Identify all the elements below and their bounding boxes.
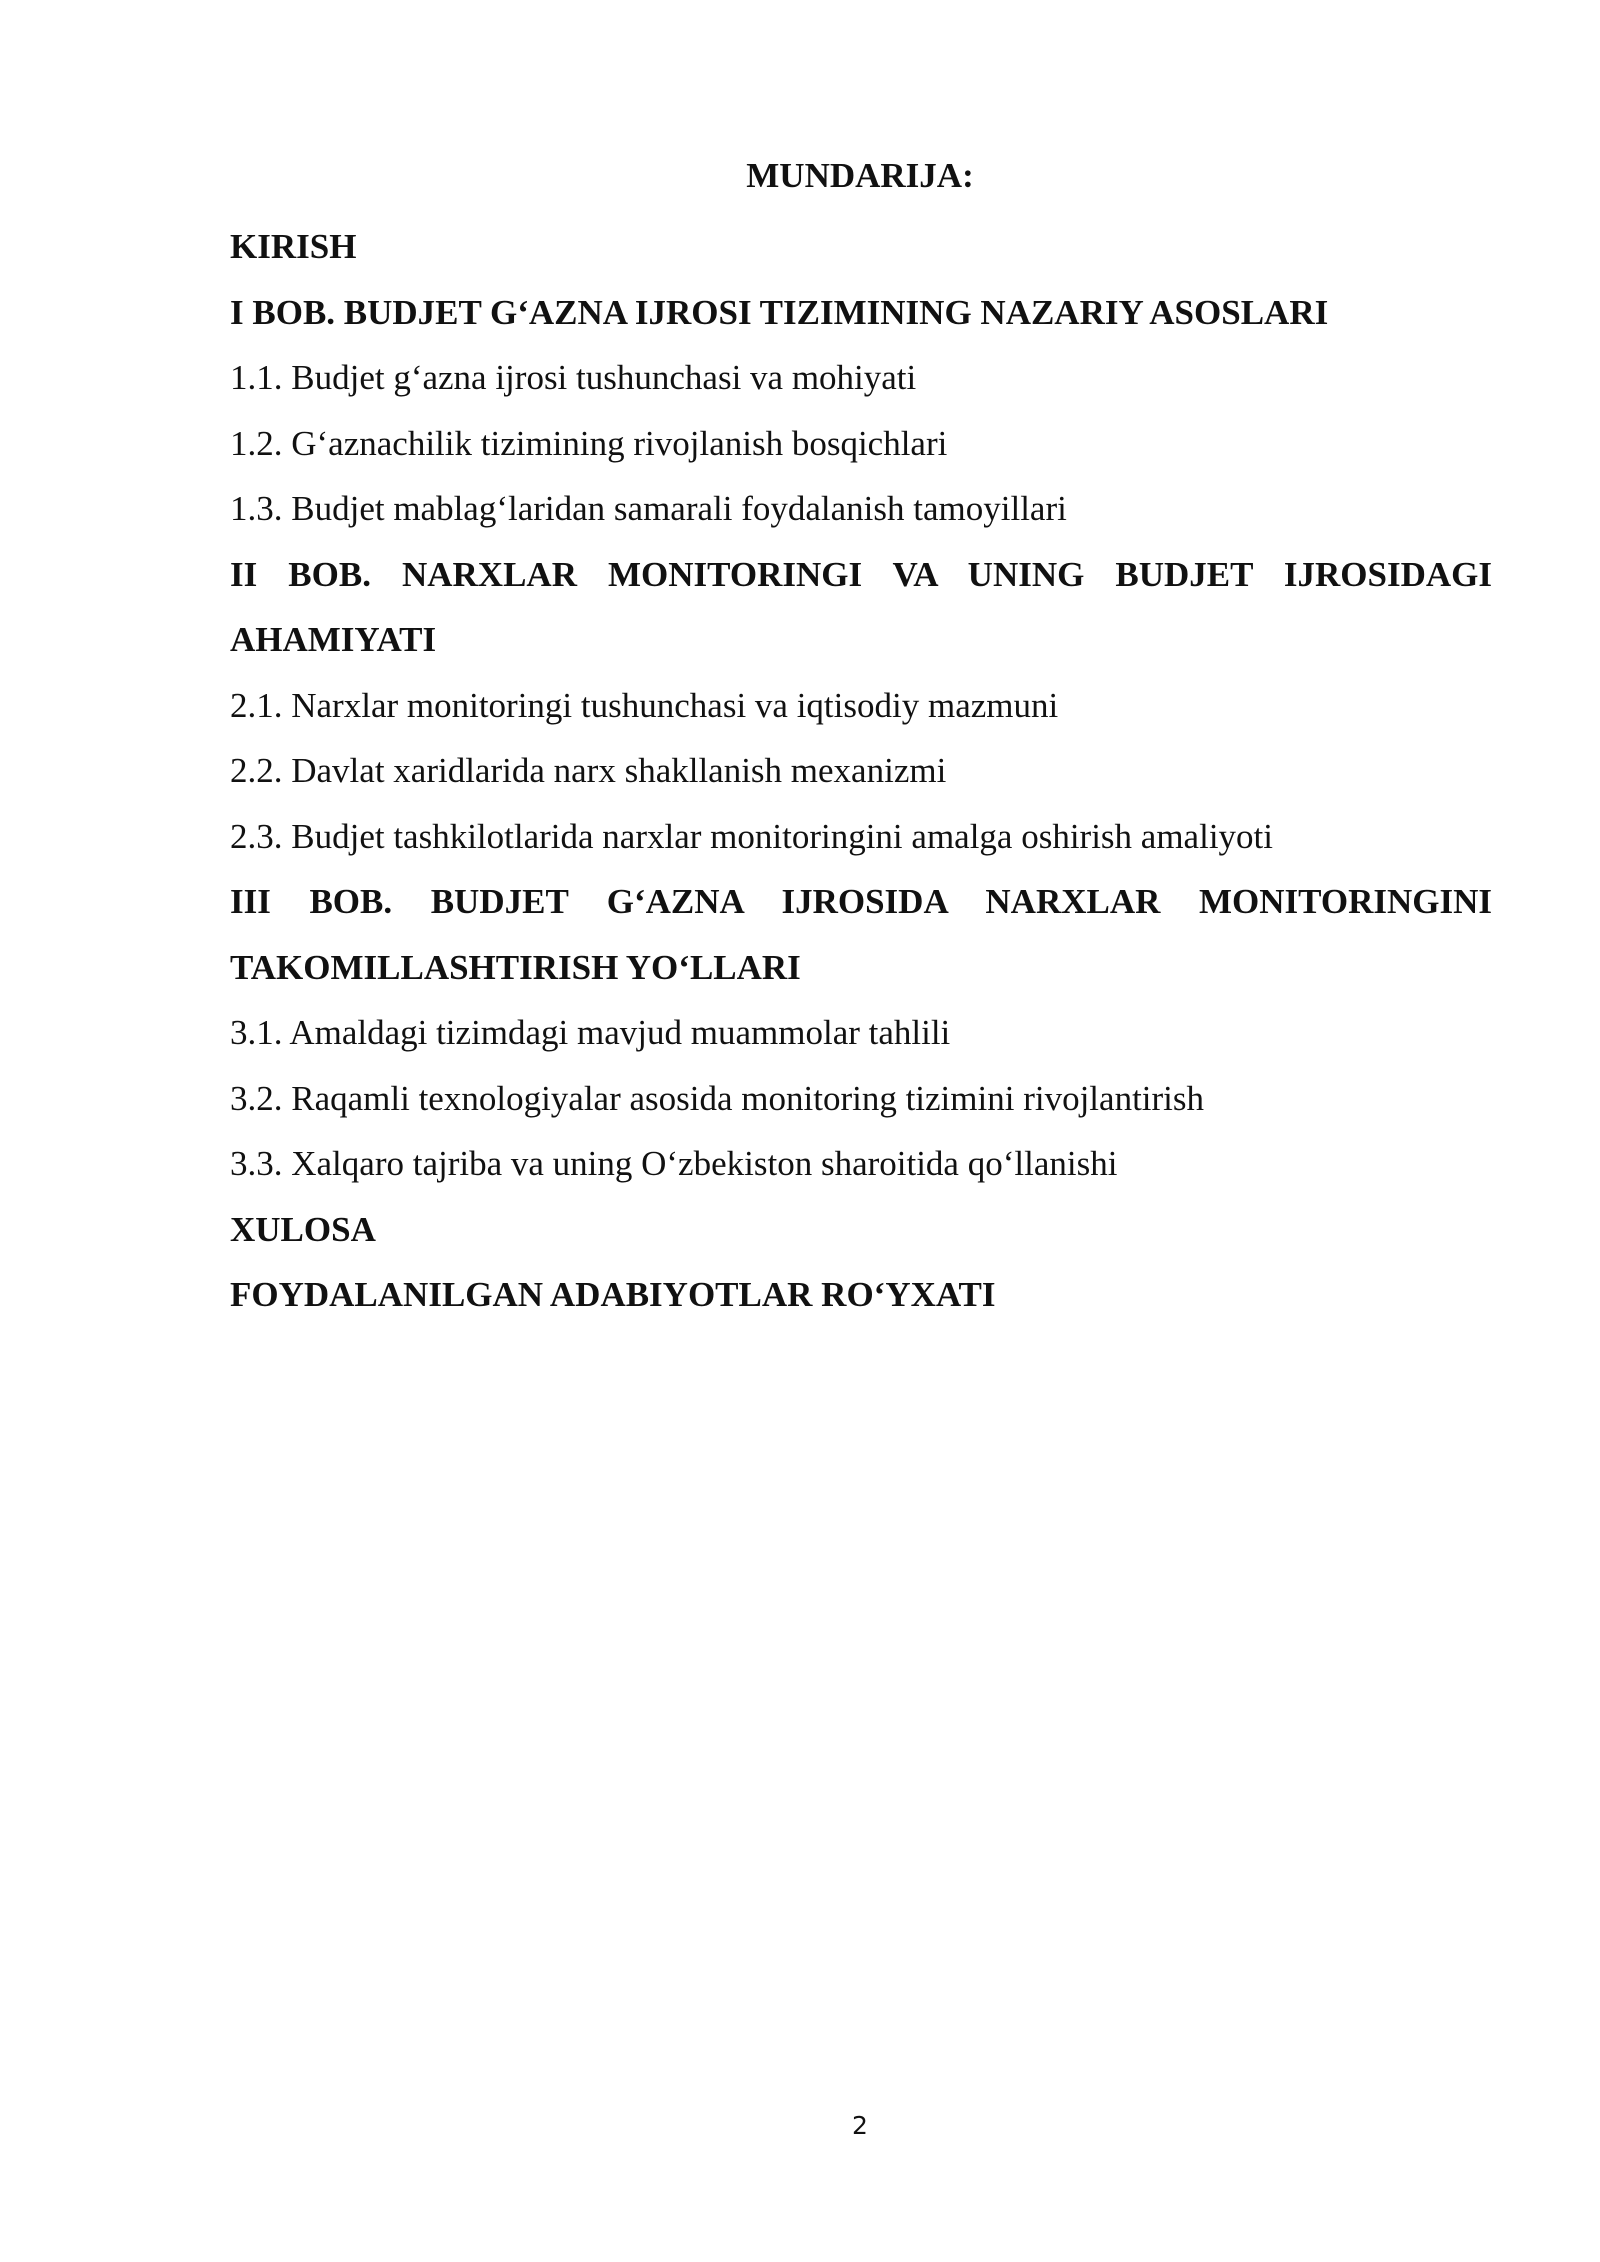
toc-item-chapter-3-line-2: TAKOMILLASHTIRISH YO‘LLARI: [230, 947, 801, 987]
toc-item-section-2-2: 2.2. Davlat xaridlarida narx shakllanish mexanizmi: [230, 751, 947, 790]
toc-item-chapter-2-line-1: II BOB. NARXLAR MONITORINGI VA UNING BUDJET IJROSIDAGI: [230, 554, 1492, 594]
toc-item-chapter-3-line-1: III BOB. BUDJET G‘AZNA IJROSIDA NARXLAR MONITORINGINI: [230, 882, 1492, 921]
toc-item-section-1-2: 1.2. G‘aznachilik tizimining rivojlanish bosqichlari: [230, 423, 948, 463]
toc-item-section-3-3: 3.3. Xalqaro tajriba va uning O‘zbekiston sharoitida qo‘llanishi: [230, 1144, 1118, 1183]
toc-item-section-1-3: 1.3. Budjet mablag‘laridan samarali foydalanish tamoyillari: [230, 489, 1067, 528]
page-number: 2: [852, 2111, 868, 2140]
toc-item-kirish: KIRISH: [230, 227, 357, 266]
toc-title: MUNDARIJA:: [746, 156, 974, 195]
toc-item-section-3-2: 3.2. Raqamli texnologiyalar asosida monitoring tizimini rivojlantirish: [230, 1078, 1205, 1118]
toc-item-section-2-1: 2.1. Narxlar monitoringi tushunchasi va iqtisodiy mazmuni: [230, 685, 1059, 725]
toc-item-bibliography: FOYDALANILGAN ADABIYOTLAR RO‘YXATI: [230, 1275, 996, 1314]
toc-list: [230, 214, 1492, 1328]
toc-item-chapter-2: [230, 542, 1492, 673]
toc-item-chapter-2-line-2: AHAMIYATI: [230, 620, 437, 659]
toc-item-chapter-1: I BOB. BUDJET G‘AZNA IJROSI TIZIMINING NAZARIY ASOSLARI: [230, 292, 1329, 332]
toc-item-section-2-3: 2.3. Budjet tashkilotlarida narxlar monitoringini amalga oshirish amaliyoti: [230, 816, 1273, 856]
toc-item-section-3-1: 3.1. Amaldagi tizimdagi mavjud muammolar tahlili: [230, 1013, 951, 1052]
toc-item-chapter-3: [230, 869, 1492, 1000]
toc-item-section-1-1: 1.1. Budjet g‘azna ijrosi tushunchasi va mohiyati: [230, 358, 917, 397]
toc-item-xulosa: XULOSA: [230, 1209, 376, 1249]
